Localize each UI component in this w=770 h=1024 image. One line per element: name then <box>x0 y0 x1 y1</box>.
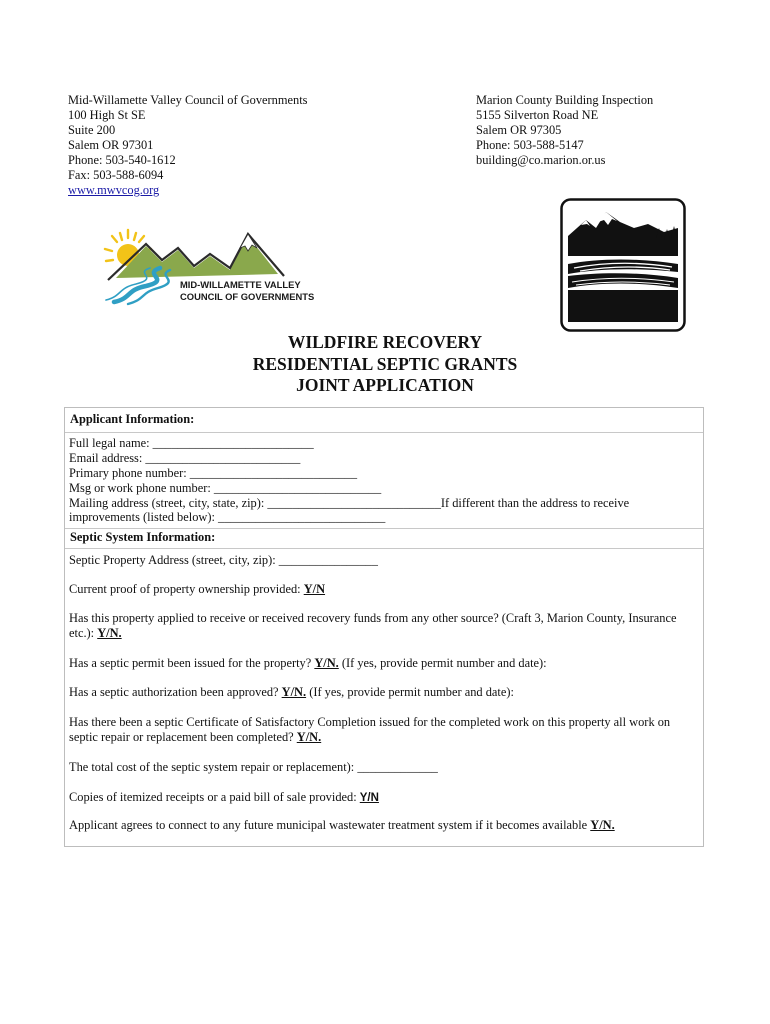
question-note: (If yes, provide permit number and date): <box>341 656 547 670</box>
org-name: Marion County Building Inspection <box>476 93 654 107</box>
document-title <box>0 332 770 397</box>
city-state-zip: Salem OR 97305 <box>476 123 562 137</box>
street-address: 100 High St SE <box>68 108 146 122</box>
question-text: Current proof of property ownership provided: <box>69 582 301 596</box>
question-text: Has this property applied to receive or received recovery funds from any other source? (Craft 3, Marion County, Insurance etc.): <box>69 611 677 641</box>
email-field[interactable]: Email address: _________________________ <box>69 451 301 465</box>
permit-question <box>69 656 697 671</box>
yes-no-field[interactable]: Y/N. <box>97 626 122 641</box>
website-link[interactable]: www.mwvcog.org <box>68 183 160 197</box>
title-line-1: WILDFIRE RECOVERY <box>287 332 483 352</box>
msg-phone-field[interactable]: Msg or work phone number: ___________________________ <box>69 481 382 495</box>
recovery-funds-question <box>69 611 697 642</box>
total-cost-field[interactable]: The total cost of the septic system repair or replacement): _____________ <box>69 760 438 774</box>
street-address: 5155 Silverton Road NE <box>476 108 599 122</box>
section-divider <box>65 432 703 433</box>
mailing-address-field-cont[interactable]: improvements (listed below): ___________________________ <box>69 510 386 524</box>
email: building@co.marion.or.us <box>476 153 606 167</box>
title-line-3: JOINT APPLICATION <box>296 375 474 395</box>
suite: Suite 200 <box>68 123 116 137</box>
authorization-question <box>69 685 697 700</box>
phone: Phone: 503-588-5147 <box>476 138 584 152</box>
mwvcog-address-block <box>68 93 307 198</box>
yes-no-field[interactable]: Y/N <box>303 582 326 596</box>
question-text: Copies of itemized receipts or a paid bill of sale provided: <box>69 790 357 804</box>
property-address-field[interactable]: Septic Property Address (street, city, zip): ________________ <box>69 553 378 567</box>
logo-text-line2: COUNCIL OF GOVERNMENTS <box>180 291 314 302</box>
question-text: Has a septic permit been issued for the property? <box>69 656 312 670</box>
marion-county-address-block <box>476 93 653 168</box>
completion-question <box>69 715 697 746</box>
mwvcog-logo <box>102 228 314 306</box>
org-name: Mid-Willamette Valley Council of Governments <box>68 93 308 107</box>
application-form <box>64 407 704 847</box>
receipts-question <box>69 790 697 806</box>
section-divider <box>65 528 703 529</box>
city-state-zip: Salem OR 97301 <box>68 138 154 152</box>
question-text: Has a septic authorization been approved? <box>69 685 279 699</box>
yes-no-field[interactable]: Y/N. <box>590 818 615 832</box>
yes-no-field[interactable]: Y/N <box>359 792 379 804</box>
logo-text-line1: MID-WILLAMETTE VALLEY <box>180 279 301 290</box>
ownership-question <box>69 582 697 597</box>
mailing-address-field[interactable]: Mailing address (street, city, state, zip): ____________________________If different than the address to receive <box>69 496 630 510</box>
title-line-2: RESIDENTIAL SEPTIC GRANTS <box>252 353 518 374</box>
marion-county-logo <box>560 198 686 332</box>
septic-section-heading: Septic System Information: <box>70 530 216 544</box>
question-text: Applicant agrees to connect to any future municipal wastewater treatment system if it becomes available <box>69 818 588 832</box>
applicant-section-heading: Applicant Information: <box>70 412 195 426</box>
connect-question <box>69 818 697 833</box>
yes-no-field[interactable]: Y/N. <box>314 656 339 670</box>
primary-phone-field[interactable]: Primary phone number: ___________________________ <box>69 466 358 480</box>
question-note: (If yes, provide permit number and date): <box>309 685 514 699</box>
phone: Phone: 503-540-1612 <box>68 153 176 167</box>
section-divider <box>65 548 703 549</box>
full-name-field[interactable]: Full legal name: __________________________ <box>69 436 314 450</box>
yes-no-field[interactable]: Y/N. <box>281 685 307 699</box>
question-text: Has there been a septic Certificate of Satisfactory Completion issued for the completed work on this property all work on septic repair or replacement been completed? <box>69 715 671 745</box>
yes-no-field[interactable]: Y/N. <box>296 730 322 745</box>
fax: Fax: 503-588-6094 <box>68 168 164 182</box>
